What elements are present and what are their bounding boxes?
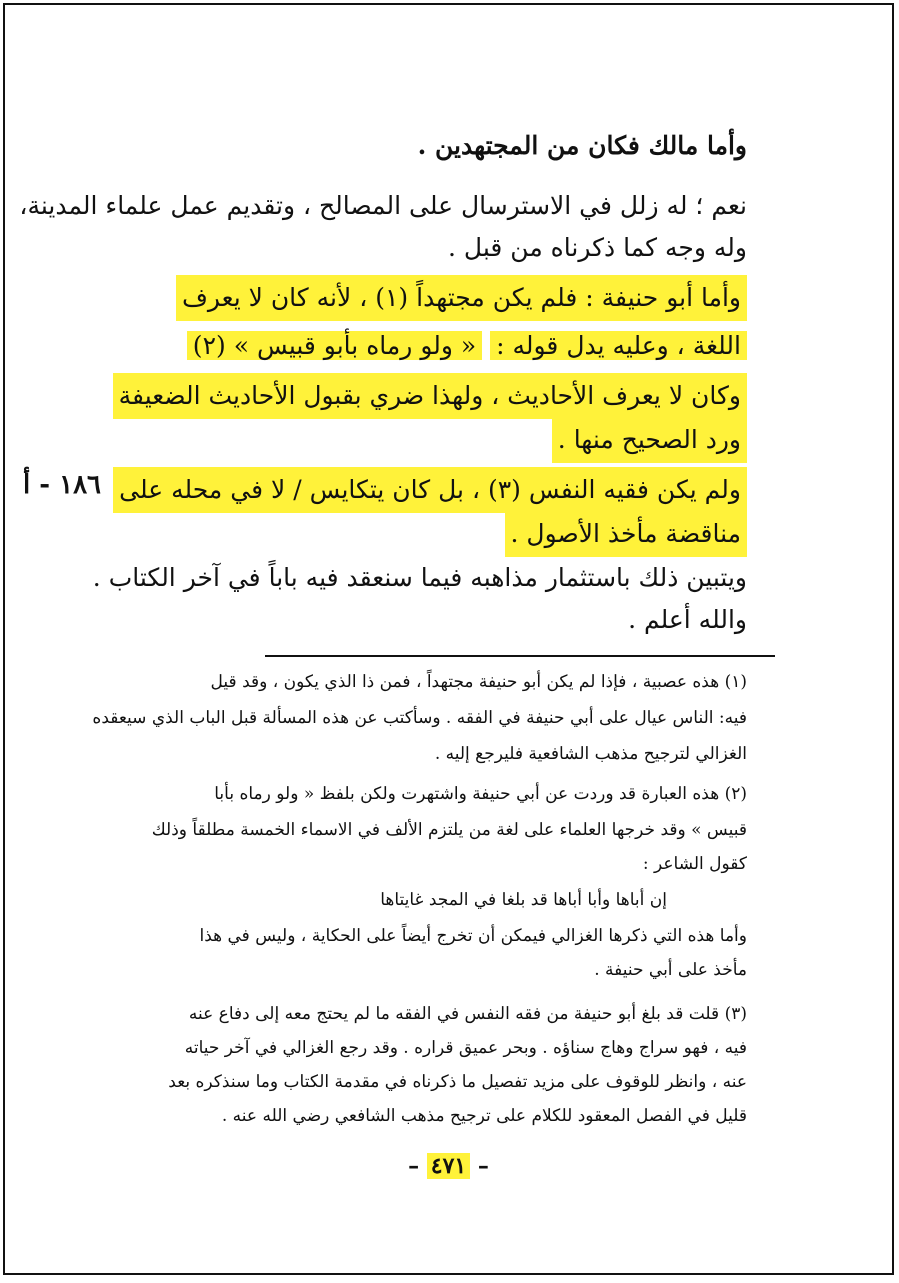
body-line-5 — [187, 323, 747, 369]
document-page — [3, 3, 894, 1275]
body-line-2: نعم ؛ له زلل في الاسترسال على المصالح ، وتقديم عمل علماء المدينة، — [19, 191, 747, 220]
body-line-4-highlighted: وأما أبو حنيفة : فلم يكن مجتهداً (١) ، لأنه كان لا يعرف — [176, 275, 747, 321]
footnote-3-line-1: (٣) قلت قد بلغ أبو حنيفة من فقه النفس في الفقه ما لم يحتج معه إلى دفاع عنه — [188, 1004, 747, 1024]
footnote-divider — [265, 655, 775, 657]
body-line-8-highlighted: ولم يكن فقيه النفس (٣) ، بل كان يتكايس / لا في محله على — [113, 467, 747, 513]
footnote-3-line-4: قليل في الفصل المعقود للكلام على ترجيح مذهب الشافعي رضي الله عنه . — [221, 1106, 747, 1126]
footnote-1-line-3: الغزالي لترجيح مذهب الشافعية فليرجع إليه . — [434, 744, 747, 764]
footnote-2-line-5: مأخذ على أبي حنيفة . — [594, 960, 747, 980]
body-line-5-part-b-highlighted: « ولو رماه بأبو قبيس » (٢) — [187, 331, 482, 360]
footnote-2-line-3: كقول الشاعر : — [642, 854, 747, 874]
footnote-2-line-1: (٢) هذه العبارة قد وردت عن أبي حنيفة واشتهرت ولكن بلفظ « ولو رماه بأبا — [214, 784, 747, 804]
footnote-3-line-2: فيه ، فهو سراج وهاج سناؤه . وبحر عميق قراره . وقد رجع الغزالي في آخر حياته — [184, 1038, 747, 1058]
footnote-2-line-4: وأما هذه التي ذكرها الغزالي فيمكن أن تخرج أيضاً على الحكاية ، وليس في هذا — [199, 926, 747, 946]
body-line-5-part-a-highlighted: اللغة ، وعليه يدل قوله : — [490, 331, 747, 360]
margin-reference: ١٨٦ - أ — [23, 470, 102, 500]
body-line-11: والله أعلم . — [628, 605, 747, 634]
page-number — [5, 1153, 892, 1179]
body-line-9-highlighted: مناقضة مأخذ الأصول . — [505, 511, 747, 557]
body-line-7-highlighted: ورد الصحيح منها . — [552, 417, 747, 463]
footnote-2-line-2: قبيس » وقد خرجها العلماء على لغة من يلتزم الألف في الاسماء الخمسة مطلقاً وذلك — [151, 820, 747, 840]
footnote-1-line-1: (١) هذه عصبية ، فإذا لم يكن أبو حنيفة مجتهداً ، فمن ذا الذي يكون ، وقد قيل — [210, 672, 747, 692]
page-number-dash-left: – — [408, 1153, 420, 1179]
footnote-2-verse: إن أباها وأبا أباها قد بلغا في المجد غايتاها — [380, 890, 667, 910]
body-line-6-highlighted: وكان لا يعرف الأحاديث ، ولهذا ضري بقبول الأحاديث الضعيفة — [113, 373, 747, 419]
body-line-3: وله وجه كما ذكرناه من قبل . — [448, 233, 747, 262]
page-number-dash-right: – — [477, 1153, 489, 1179]
body-line-1: وأما مالك فكان من المجتهدين . — [417, 131, 747, 160]
page-number-value-highlighted: ٤٧١ — [427, 1153, 470, 1179]
body-line-10: ويتبين ذلك باستثمار مذاهبه فيما سنعقد فيه باباً في آخر الكتاب . — [92, 563, 747, 592]
footnote-3-line-3: عنه ، وانظر للوقوف على مزيد تفصيل ما ذكرناه في مقدمة الكتاب وما سنذكره بعد — [168, 1072, 747, 1092]
footnote-1-line-2: فيه: الناس عيال على أبي حنيفة في الفقه . وسأكتب عن هذه المسألة قبل الباب الذي سيعقده — [92, 708, 747, 728]
